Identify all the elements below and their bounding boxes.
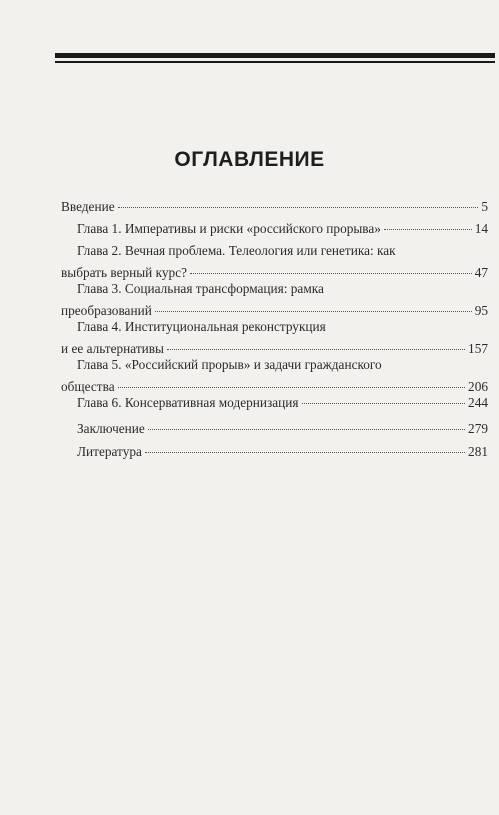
- toc-entry-title: Глава 1. Императивы и риски «российского прорыва»: [77, 221, 381, 236]
- leader-dots: [148, 429, 465, 430]
- leader-dots: [155, 311, 472, 312]
- toc-entry-chapter-6: [61, 392, 488, 414]
- toc-entry-title-line2: и ее альтернативы: [61, 341, 164, 356]
- toc-entry-conclusion: [61, 418, 488, 440]
- leader-dots: [384, 229, 472, 230]
- toc-entry-page: 5: [481, 199, 488, 214]
- toc-entry-title-line1: Глава 2. Вечная проблема. Телеология или генетика: как: [77, 243, 396, 258]
- header-rule-thick: [55, 53, 495, 58]
- toc-entry-literature: [61, 441, 488, 463]
- toc-entry-title-line2: преобразований: [61, 303, 152, 318]
- leader-dots: [302, 403, 466, 404]
- toc-entry-intro: [61, 196, 488, 218]
- toc-entry-title-line2: общества: [61, 379, 115, 394]
- toc-entry-page: 47: [474, 265, 488, 280]
- leader-dots: [190, 273, 472, 274]
- toc-entry-chapter-1: [61, 218, 488, 240]
- toc-entry-title: Глава 6. Консервативная модернизация: [77, 395, 299, 410]
- toc-entry-title-line2: выбрать верный курс?: [61, 265, 187, 280]
- toc-entry-title-line1: Глава 5. «Российский прорыв» и задачи гражданского: [77, 357, 382, 372]
- header-rule-thin: [55, 61, 495, 63]
- toc-entry-page: 206: [468, 379, 488, 394]
- toc-entry-page: 279: [468, 421, 488, 436]
- toc-entry-page: 95: [474, 303, 488, 318]
- toc-entry-title: Введение: [61, 199, 115, 214]
- toc-entry-title: Заключение: [77, 421, 145, 436]
- toc-entry-title-line1: Глава 4. Институциональная реконструкция: [77, 319, 326, 334]
- leader-dots: [145, 452, 465, 453]
- toc-entry-page: 157: [468, 341, 488, 356]
- leader-dots: [118, 207, 479, 208]
- toc-entry-page: 244: [468, 395, 488, 410]
- toc-title: ОГЛАВЛЕНИЕ: [174, 148, 325, 171]
- toc-entry-title: Литература: [77, 444, 142, 459]
- toc-entry-page: 281: [468, 444, 488, 459]
- leader-dots: [167, 349, 465, 350]
- toc-entry-page: 14: [474, 221, 488, 236]
- leader-dots: [118, 387, 465, 388]
- toc-entry-title-line1: Глава 3. Социальная трансформация: рамка: [77, 281, 324, 296]
